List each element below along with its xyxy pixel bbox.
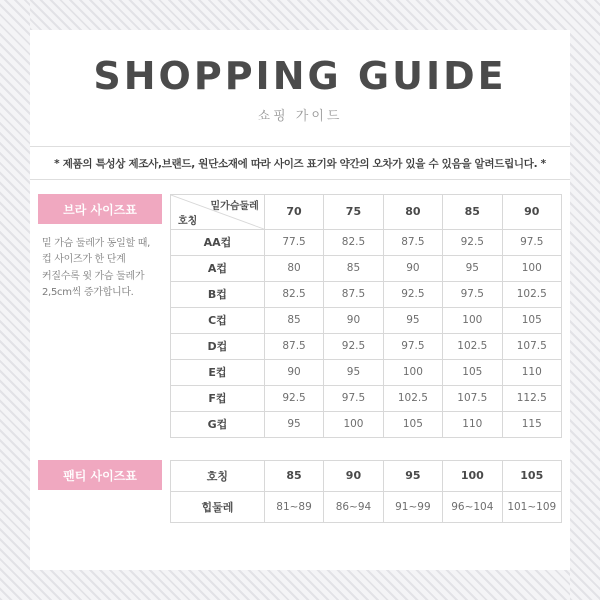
bra-row-label: G컵	[171, 411, 265, 437]
bra-table-corner	[171, 194, 265, 229]
bra-cell: 82.5	[264, 281, 323, 307]
bra-cell: 92.5	[383, 281, 442, 307]
bra-cell: 100	[383, 359, 442, 385]
panty-size-tag: 팬티 사이즈표	[38, 460, 162, 490]
bra-cell: 97.5	[502, 229, 561, 255]
bra-cell: 95	[443, 255, 502, 281]
bra-cell: 87.5	[264, 333, 323, 359]
bra-row-label: A컵	[171, 255, 265, 281]
table-row	[171, 229, 562, 255]
panty-right-column	[170, 460, 562, 523]
bra-col-header: 70	[264, 194, 323, 229]
title-block	[30, 30, 570, 124]
bra-cell: 95	[324, 359, 383, 385]
panty-col-header: 95	[383, 460, 442, 491]
bra-size-table	[170, 194, 562, 438]
bra-cell: 90	[383, 255, 442, 281]
bra-row-label: D컵	[171, 333, 265, 359]
bra-col-header: 90	[502, 194, 561, 229]
bra-row-label: AA컵	[171, 229, 265, 255]
panty-row-label: 힙둘레	[171, 491, 265, 522]
bra-cell: 97.5	[383, 333, 442, 359]
bra-row-label: B컵	[171, 281, 265, 307]
table-row	[171, 333, 562, 359]
bra-cell: 92.5	[443, 229, 502, 255]
table-row	[171, 255, 562, 281]
bra-cell: 105	[383, 411, 442, 437]
table-row	[171, 359, 562, 385]
bra-cell: 95	[383, 307, 442, 333]
bra-cell: 77.5	[264, 229, 323, 255]
panty-size-section	[30, 460, 570, 523]
panty-size-table	[170, 460, 562, 523]
page-subtitle: 쇼핑 가이드	[257, 108, 343, 124]
decorative-frame-right	[570, 0, 600, 600]
bra-row-label: C컵	[171, 307, 265, 333]
bra-col-header: 85	[443, 194, 502, 229]
panty-col-header: 105	[502, 460, 561, 491]
bra-row-label: E컵	[171, 359, 265, 385]
bra-cell: 85	[324, 255, 383, 281]
bra-cell: 110	[443, 411, 502, 437]
bra-cell: 105	[502, 307, 561, 333]
panty-col-header: 90	[324, 460, 383, 491]
bra-size-note: 밑 가슴 둘레가 동일할 때, 컵 사이즈가 한 단계 커질수록 윗 가슴 둘레가 2,5cm씩 증가합니다.	[42, 237, 150, 299]
bra-right-column	[170, 194, 562, 438]
bra-cell: 80	[264, 255, 323, 281]
panty-cell: 96~104	[443, 491, 502, 522]
table-header-row	[171, 194, 562, 229]
bra-col-header: 80	[383, 194, 442, 229]
panty-col-header: 85	[264, 460, 323, 491]
corner-top-label: 밑가슴둘레	[210, 200, 259, 212]
bra-cell: 105	[443, 359, 502, 385]
notice-bar	[30, 146, 570, 180]
bra-cell: 100	[502, 255, 561, 281]
bra-cell: 87.5	[324, 281, 383, 307]
panty-cell: 86~94	[324, 491, 383, 522]
bra-cell: 107.5	[502, 333, 561, 359]
bra-size-section	[30, 194, 570, 438]
notice-text: * 제품의 특성상 제조사,브랜드, 원단소재에 따라 사이즈 표기와 약간의 오차가 있을 수 있음을 알려드립니다. *	[54, 157, 546, 170]
panty-cell: 81~89	[264, 491, 323, 522]
table-row	[171, 307, 562, 333]
bra-cell: 102.5	[383, 385, 442, 411]
table-row	[171, 491, 562, 522]
bra-cell: 107.5	[443, 385, 502, 411]
bra-cell: 100	[443, 307, 502, 333]
bra-cell: 97.5	[443, 281, 502, 307]
bra-cell: 110	[502, 359, 561, 385]
decorative-frame-top	[0, 0, 600, 30]
bra-row-label: F컵	[171, 385, 265, 411]
bra-cell: 90	[264, 359, 323, 385]
panty-left-column	[38, 460, 170, 490]
bra-cell: 87.5	[383, 229, 442, 255]
page-title: SHOPPING GUIDE	[93, 54, 507, 98]
bra-cell: 90	[324, 307, 383, 333]
corner-bottom-label: 호칭	[178, 215, 198, 227]
bra-cell: 102.5	[502, 281, 561, 307]
bra-cell: 95	[264, 411, 323, 437]
bra-left-column	[38, 194, 170, 302]
panty-cell: 101~109	[502, 491, 561, 522]
bra-cell: 100	[324, 411, 383, 437]
content-area	[30, 30, 570, 570]
table-row	[171, 281, 562, 307]
bra-cell: 112.5	[502, 385, 561, 411]
bra-cell: 82.5	[324, 229, 383, 255]
bra-cell: 97.5	[324, 385, 383, 411]
panty-cell: 91~99	[383, 491, 442, 522]
panty-header-label: 호칭	[171, 460, 265, 491]
bra-col-header: 75	[324, 194, 383, 229]
bra-cell: 102.5	[443, 333, 502, 359]
bra-cell: 115	[502, 411, 561, 437]
bra-cell: 85	[264, 307, 323, 333]
bra-cell: 92.5	[324, 333, 383, 359]
panty-col-header: 100	[443, 460, 502, 491]
table-row	[171, 385, 562, 411]
table-row	[171, 411, 562, 437]
bra-size-tag: 브라 사이즈표	[38, 194, 162, 224]
bra-cell: 92.5	[264, 385, 323, 411]
decorative-frame-bottom	[0, 570, 600, 600]
table-header-row	[171, 460, 562, 491]
decorative-frame-left	[0, 0, 30, 600]
